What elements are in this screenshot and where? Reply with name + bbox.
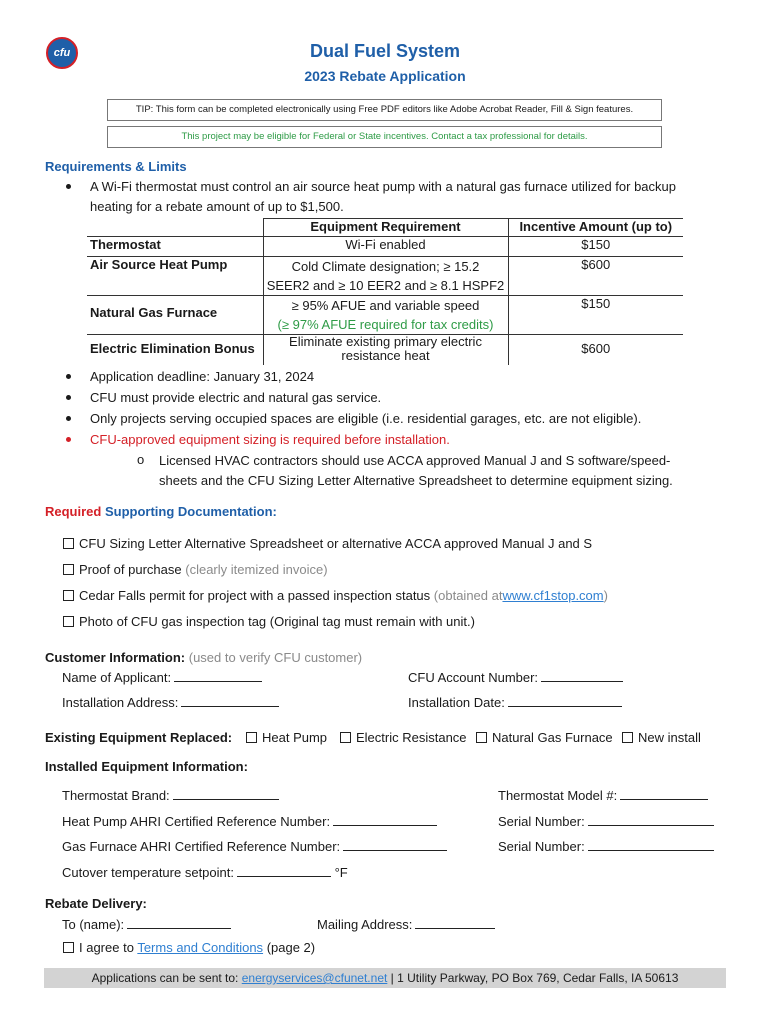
customer-note: (used to verify CFU customer) — [188, 650, 363, 665]
requirements-heading: Requirements & Limits — [45, 159, 187, 174]
row-name: Natural Gas Furnace — [87, 296, 263, 335]
row-requirement-line-1: ≥ 95% AFUE and variable speed — [291, 298, 480, 313]
sub-item-line-1: Licensed HVAC contractors should use ACCA approved Manual J and S software/speed- — [159, 453, 671, 468]
installation-address-field[interactable] — [62, 694, 279, 710]
table-row — [87, 257, 683, 296]
doc-item-label: CFU Sizing Letter Alternative Spreadsheet or alternative ACCA approved Manual J and S — [79, 536, 593, 551]
field-label: Installation Address: — [62, 695, 179, 710]
gas-furnace-ahri-field[interactable] — [62, 838, 447, 854]
page-title: Dual Fuel System — [309, 41, 461, 61]
checkbox[interactable] — [340, 732, 351, 743]
option-natural-gas-furnace[interactable] — [476, 730, 613, 745]
documentation-heading — [45, 504, 277, 519]
row-requirement — [263, 335, 508, 365]
table-row — [87, 237, 683, 257]
field-input[interactable] — [415, 916, 495, 929]
to-name-field[interactable] — [62, 916, 231, 932]
field-input[interactable] — [343, 838, 447, 851]
installation-date-field[interactable] — [408, 694, 622, 710]
checkbox[interactable] — [476, 732, 487, 743]
eligibility-item: Only projects serving occupied spaces are eligible (i.e. residential garages, etc. are not eligible). — [90, 411, 642, 426]
row-requirement-line-1: Cold Climate designation; ≥ 15.2 — [291, 259, 480, 274]
field-input[interactable] — [588, 838, 714, 851]
degree-unit: °F — [334, 865, 348, 880]
doc-item-purchase[interactable] — [63, 562, 328, 577]
terms-agreement[interactable] — [63, 940, 315, 955]
field-label: Thermostat Model #: — [498, 788, 618, 803]
checkbox[interactable] — [63, 590, 74, 601]
tip-box — [107, 99, 662, 121]
heat-pump-serial-field[interactable] — [498, 813, 714, 829]
option-label: New install — [638, 730, 701, 745]
row-requirement-line-1: Eliminate existing primary electric — [289, 334, 482, 349]
field-label: Cutover temperature setpoint: — [62, 865, 234, 880]
deadline-item: Application deadline: January 31, 2024 — [90, 369, 315, 384]
checkbox[interactable] — [63, 538, 74, 549]
table-row — [87, 335, 683, 365]
agree-label: I agree to — [79, 940, 134, 955]
bullet-marker — [66, 184, 71, 189]
service-item: CFU must provide electric and natural gas service. — [90, 390, 382, 405]
table-row — [87, 296, 683, 335]
field-label: Gas Furnace AHRI Certified Reference Number: — [62, 839, 341, 854]
row-amount: $600 — [508, 257, 683, 296]
rebate-delivery-heading: Rebate Delivery: — [45, 896, 147, 911]
field-label: Serial Number: — [498, 839, 585, 854]
field-input[interactable] — [174, 669, 262, 682]
doc-item-sizing[interactable] — [63, 536, 592, 551]
field-input[interactable] — [237, 864, 331, 877]
doc-item-note: (obtained at — [433, 588, 503, 603]
field-label: Serial Number: — [498, 814, 585, 829]
footer-address: | 1 Utility Parkway, PO Box 769, Cedar Falls, IA 50613 — [390, 971, 679, 985]
thermostat-brand-field[interactable] — [62, 787, 279, 803]
doc-item-note-end: ) — [603, 588, 608, 603]
row-requirement — [263, 257, 508, 296]
sub-bullet-marker: o — [137, 452, 145, 467]
footer-sent-to: Applications can be sent to: — [91, 971, 239, 985]
field-label: To (name): — [62, 917, 125, 932]
cf1stop-link[interactable]: www.cf1stop.com — [502, 588, 604, 603]
customer-heading-label: Customer Information: — [45, 650, 186, 665]
required-label: Required — [45, 504, 102, 519]
existing-equipment-label: Existing Equipment Replaced: — [45, 730, 233, 745]
doc-item-note: (clearly itemized invoice) — [185, 562, 328, 577]
row-amount: $600 — [508, 335, 683, 365]
requirements-table — [87, 218, 683, 365]
incentive-note: This project may be eligible for Federal or State incentives. Contact a tax professional for details. — [181, 131, 588, 142]
row-requirement-line-2: (≥ 97% AFUE required for tax credits) — [277, 317, 494, 332]
field-input[interactable] — [333, 813, 437, 826]
option-heat-pump[interactable] — [246, 730, 327, 745]
documentation-label: Supporting Documentation: — [104, 504, 277, 519]
field-input[interactable] — [508, 694, 622, 707]
field-label: Mailing Address: — [317, 917, 413, 932]
row-requirement: Wi-Fi enabled — [263, 237, 508, 257]
doc-item-permit[interactable] — [63, 588, 608, 603]
doc-item-label: Proof of purchase — [79, 562, 182, 577]
doc-item-label: Photo of CFU gas inspection tag (Original tag must remain with unit.) — [79, 614, 475, 629]
requirement-line-1: A Wi-Fi thermostat must control an air source heat pump with a natural gas furnace utilized for backup — [90, 179, 676, 194]
checkbox[interactable] — [622, 732, 633, 743]
row-requirement — [263, 296, 508, 335]
sub-item-line-2: sheets and the CFU Sizing Letter Alternative Spreadsheet to determine equipment sizing. — [159, 473, 673, 488]
row-name: Air Source Heat Pump — [87, 257, 263, 296]
checkbox[interactable] — [63, 616, 74, 627]
option-label: Heat Pump — [262, 730, 328, 745]
email-link[interactable]: energyservices@cfunet.net — [241, 971, 388, 985]
sizing-item: CFU-approved equipment sizing is required before installation. — [90, 432, 450, 447]
field-label: Installation Date: — [408, 695, 505, 710]
checkbox[interactable] — [63, 942, 74, 953]
footer-bar — [44, 968, 726, 988]
field-input[interactable] — [173, 787, 279, 800]
agree-page-note: (page 2) — [266, 940, 316, 955]
terms-link[interactable]: Terms and Conditions — [137, 940, 264, 955]
tip-text: TIP: This form can be completed electronically using Free PDF editors like Adobe Acrobat Reader, Fill & Sign features. — [135, 104, 634, 115]
row-requirement-line-2: resistance heat — [341, 348, 430, 363]
bullet-marker — [66, 395, 71, 400]
field-input[interactable] — [127, 916, 231, 929]
field-label: CFU Account Number: — [408, 670, 539, 685]
option-electric-resistance[interactable] — [340, 730, 467, 745]
option-label: Natural Gas Furnace — [492, 730, 613, 745]
bullet-marker — [66, 437, 71, 442]
field-input[interactable] — [181, 694, 279, 707]
page-subtitle: 2023 Rebate Application — [304, 68, 466, 84]
bullet-marker — [66, 374, 71, 379]
row-requirement-line-2: SEER2 and ≥ 10 EER2 and ≥ 8.1 HSPF2 — [266, 278, 505, 293]
row-amount: $150 — [508, 237, 683, 257]
option-new-install[interactable] — [622, 730, 701, 745]
logo-text: cfu — [53, 47, 71, 59]
heat-pump-ahri-field[interactable] — [62, 813, 437, 829]
incentive-note-box — [107, 126, 662, 148]
customer-heading — [45, 650, 362, 665]
field-input[interactable] — [620, 787, 708, 800]
row-amount: $150 — [508, 296, 683, 335]
doc-item-label: Cedar Falls permit for project with a passed inspection status — [79, 588, 431, 603]
bullet-marker — [66, 416, 71, 421]
installed-equipment-heading: Installed Equipment Information: — [45, 759, 248, 774]
mailing-address-field[interactable] — [317, 916, 495, 932]
row-name: Electric Elimination Bonus — [87, 335, 263, 365]
requirement-line-2: heating for a rebate amount of up to $1,500. — [90, 199, 344, 214]
applicant-name-field[interactable] — [62, 669, 262, 685]
option-label: Electric Resistance — [356, 730, 467, 745]
cutover-temperature-field[interactable] — [62, 864, 348, 880]
field-input[interactable] — [588, 813, 714, 826]
col-header-incentive: Incentive Amount (up to) — [508, 219, 683, 237]
checkbox[interactable] — [63, 564, 74, 575]
account-number-field[interactable] — [408, 669, 623, 685]
field-label: Thermostat Brand: — [62, 788, 170, 803]
thermostat-model-field[interactable] — [498, 787, 708, 803]
checkbox[interactable] — [246, 732, 257, 743]
field-label: Name of Applicant: — [62, 670, 172, 685]
doc-item-photo[interactable] — [63, 614, 475, 629]
field-label: Heat Pump AHRI Certified Reference Number: — [62, 814, 331, 829]
row-name: Thermostat — [87, 237, 263, 257]
col-header-requirement: Equipment Requirement — [263, 219, 508, 237]
gas-furnace-serial-field[interactable] — [498, 838, 714, 854]
field-input[interactable] — [541, 669, 623, 682]
